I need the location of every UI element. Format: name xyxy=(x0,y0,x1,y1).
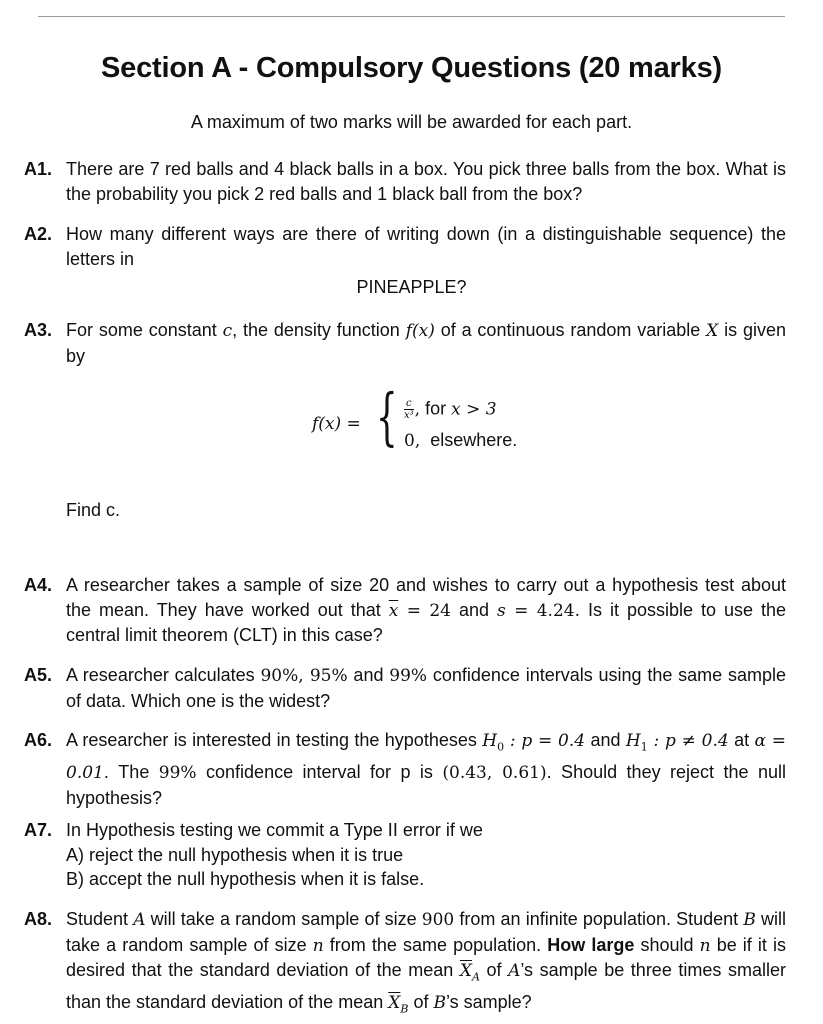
density-lhs: f(x) = xyxy=(312,414,361,434)
question-number: A5. xyxy=(24,665,53,685)
question-text: A researcher is interested in testing the hypotheses $H_0$ : p = 0.4 and $H_1$ : p ≠ 0.4 at α = 0.01. The 99% confidence interval for p is (0.43, 0.61). Should they reject the null hypothesis? xyxy=(66,730,786,808)
question-text: For some constant c, the density function f(x) of a continuous random variable X is given by xyxy=(66,320,786,366)
fraction-c-over-x3: $\frac{c}{\text{x³}}$ xyxy=(404,398,414,421)
left-brace: { xyxy=(376,380,398,453)
question-a2 xyxy=(24,222,786,271)
case-2: 0, elsewhere. xyxy=(404,430,518,451)
pineapple-word: PINEAPPLE? xyxy=(356,277,467,297)
case-1: $\frac{c}{\text{x³}}$ , for x > 3 xyxy=(404,398,497,421)
question-number: A7. xyxy=(24,820,53,840)
question-number: A8. xyxy=(24,909,53,929)
question-number: A2. xyxy=(24,224,53,244)
question-text: How many different ways are there of writing down (in a distinguishable sequence) the letters in xyxy=(66,224,786,269)
density-function xyxy=(312,380,572,464)
section-subtitle: A maximum of two marks will be awarded for each part. xyxy=(190,112,633,132)
question-number: A4. xyxy=(24,575,53,595)
a7-option-b: B) accept the null hypothesis when it is false. xyxy=(66,869,425,890)
question-a7 xyxy=(24,818,786,892)
find-c: Find c. xyxy=(66,500,121,520)
top-rule xyxy=(38,16,785,17)
question-text: A researcher takes a sample of size 20 and wishes to carry out a hypothesis test about the mean. They have worked out that $\overline{x} = 24$ and s = 4.24. Is it possible to use the central limit theorem (CLT) in this case? xyxy=(66,575,786,646)
question-a1 xyxy=(24,157,786,206)
question-text xyxy=(66,818,786,892)
question-a3 xyxy=(24,318,786,368)
a7-option-a: A) reject the null hypothesis when it is true xyxy=(66,844,404,865)
question-text: There are 7 red balls and 4 black balls in a box. You pick three balls from the box. What is the probability you pick 2 red balls and 1 black ball from the box? xyxy=(66,159,786,204)
question-a5 xyxy=(24,663,786,713)
question-a8 xyxy=(24,907,786,1023)
question-number: A3. xyxy=(24,320,53,340)
section-title: Section A - Compulsory Questions (20 marks) xyxy=(101,52,722,84)
question-a6 xyxy=(24,728,786,810)
question-a4 xyxy=(24,573,786,648)
a7-line-1: In Hypothesis testing we commit a Type II error if we xyxy=(66,820,483,840)
question-text: A researcher calculates 90%, 95% and 99% confidence intervals using the same sample of data. Which one is the widest? xyxy=(66,665,786,711)
question-number: A6. xyxy=(24,730,53,750)
question-number: A1. xyxy=(24,159,53,179)
question-text: Student A will take a random sample of size 900 from an infinite population. Student B will take a random sample of size n from the same population. How large should n be if it is desired that the standard deviation of the mean $\overline{X}_A$ of A’s sample be three times smaller than the standard deviation of the mean $\overline{X}_B$ of B’s sample? xyxy=(66,909,787,1016)
